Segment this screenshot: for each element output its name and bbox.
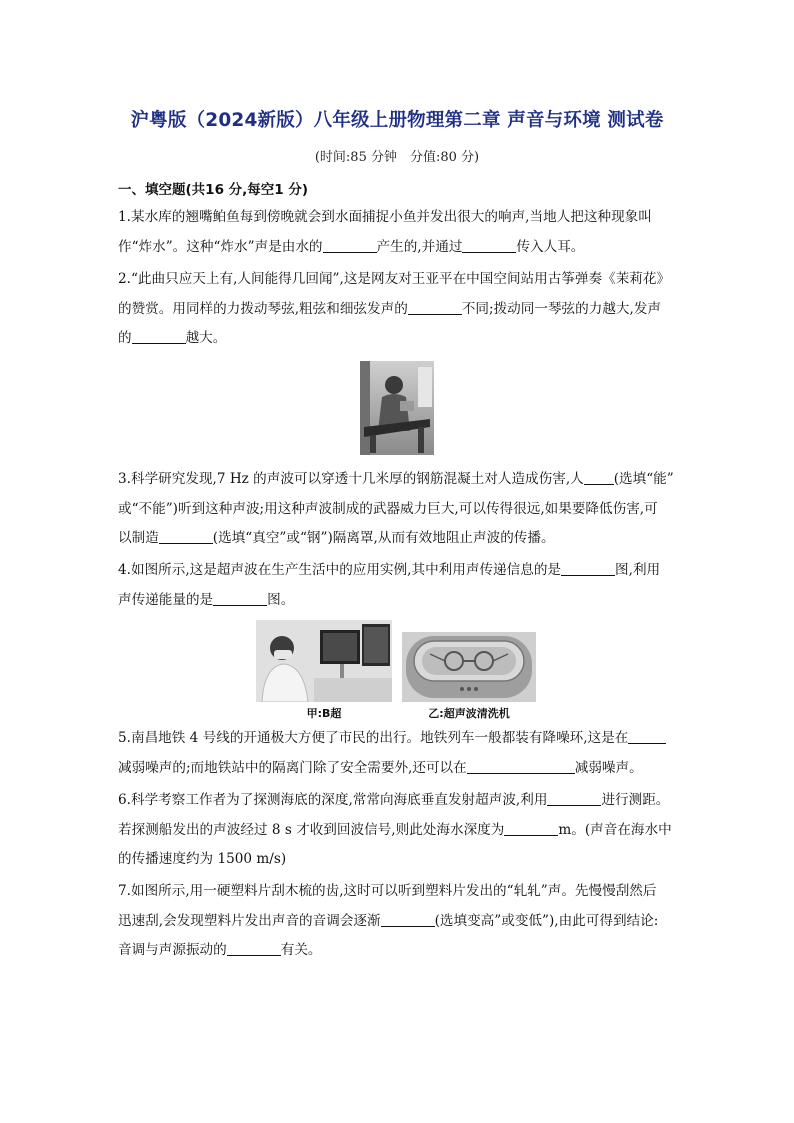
ultrasonic-cleaner-photo <box>402 632 536 702</box>
question-6-line-1: 6.科学考察工作者为了探测海底的深度,常常向海底垂直发射超声波,利用 进行测距。 <box>118 792 670 808</box>
question-7-line-1: 7.如图所示,用一硬塑料片刮木梳的齿,这时可以听到塑料片发出的“轧轧”声。先慢慢刮然后 <box>118 883 657 899</box>
question-6 <box>118 786 678 875</box>
answer-blank[interactable] <box>159 528 213 544</box>
question-3-line-1: 3.科学研究发现,7 Hz 的声波可以穿透十几米厚的钢筋混凝土对人造成伤害,人 (选填“能” <box>118 471 674 487</box>
question-7-line-2: 迅速刮,会发现塑料片发出声音的音调会逐渐 (选填变高”或变低”),由此可得到结论: <box>118 912 659 929</box>
question-5-line-1: 5.南昌地铁 4 号线的开通极大方便了市民的出行。地铁列车一般都装有降噪环,这是在 <box>118 724 678 754</box>
guzheng-player-photo <box>360 361 434 455</box>
answer-blank[interactable] <box>323 237 377 253</box>
question-1 <box>118 203 678 262</box>
answer-blank[interactable] <box>462 237 516 253</box>
question-3 <box>118 465 678 554</box>
question-3-line-2: 或“不能”)听到这种声波;用这种声波制成的武器威力巨大,可以传得很远,如果要降低伤害,可 <box>118 500 658 517</box>
photo-caption-yi: 乙:超声波清洗机 <box>428 707 510 720</box>
answer-blank[interactable] <box>561 560 615 576</box>
section-heading-fill-blank: 一、填空题(共16 分,每空1 分) <box>118 182 309 198</box>
question-4-line-2: 声传递能量的是 图。 <box>118 591 295 608</box>
question-3-line-3: 以制造 (选填“真空”或“钢”)隔离罩,从而有效地阻止声波的传播。 <box>118 530 555 546</box>
question-6-line-2: 若探测船发出的声波经过 8 s 才收到回波信号,则此处海水深度为 m。(声音在海水中 <box>118 821 672 838</box>
answer-blank[interactable] <box>467 758 575 774</box>
question-2 <box>118 265 678 354</box>
question-2-line-3: 的 越大。 <box>118 330 227 346</box>
exam-time-score: (时间:85 分钟 分值:80 分) <box>314 150 480 165</box>
question-1-line-1: 1.某水库的翘嘴鲌鱼每到傍晚就会到水面捕捉小鱼并发出很大的响声,当地人把这种现象叫 <box>118 209 652 225</box>
question-7 <box>118 877 678 966</box>
photo-caption-jia: 甲:B超 <box>306 707 342 720</box>
question-1-line-2: 作“炸水”。这种“炸水”声是由水的 产生的,并通过 传入人耳。 <box>118 238 585 255</box>
answer-blank[interactable] <box>504 820 558 836</box>
answer-blank[interactable] <box>132 328 186 344</box>
answer-blank[interactable] <box>547 790 601 806</box>
answer-blank[interactable] <box>381 911 435 927</box>
question-7-line-3: 音调与声源振动的 有关。 <box>118 942 322 958</box>
answer-blank[interactable] <box>213 590 267 606</box>
question-4-line-1: 4.如图所示,这是超声波在生产生活中的应用实例,其中利用声传递信息的是 图,利用 <box>118 562 661 578</box>
answer-blank[interactable] <box>584 469 614 485</box>
question-2-line-2: 的赞赏。用同样的力拨动琴弦,粗弦和细弦发声的 不同;拨动同一琴弦的力越大,发声 <box>118 300 662 317</box>
b-ultrasound-photo <box>256 620 392 702</box>
answer-blank[interactable] <box>408 299 462 315</box>
answer-blank[interactable] <box>628 728 666 744</box>
question-4 <box>118 556 678 615</box>
question-5-line-2: 减弱噪声的;而地铁站中的隔离门除了安全需要外,还可以在 减弱噪声。 <box>118 759 643 776</box>
question-6-line-3: 的传播速度约为 1500 m/s) <box>118 851 287 867</box>
question-2-line-1: 2.“此曲只应天上有,人间能得几回闻”,这是网友对王亚平在中国空间站用古筝弹奏《茉莉花》 <box>118 271 671 287</box>
answer-blank[interactable] <box>227 940 281 956</box>
question-5 <box>118 724 678 783</box>
page-title: 沪粤版（2024新版）八年级上册物理第二章 声音与环境 测试卷 <box>130 110 664 131</box>
